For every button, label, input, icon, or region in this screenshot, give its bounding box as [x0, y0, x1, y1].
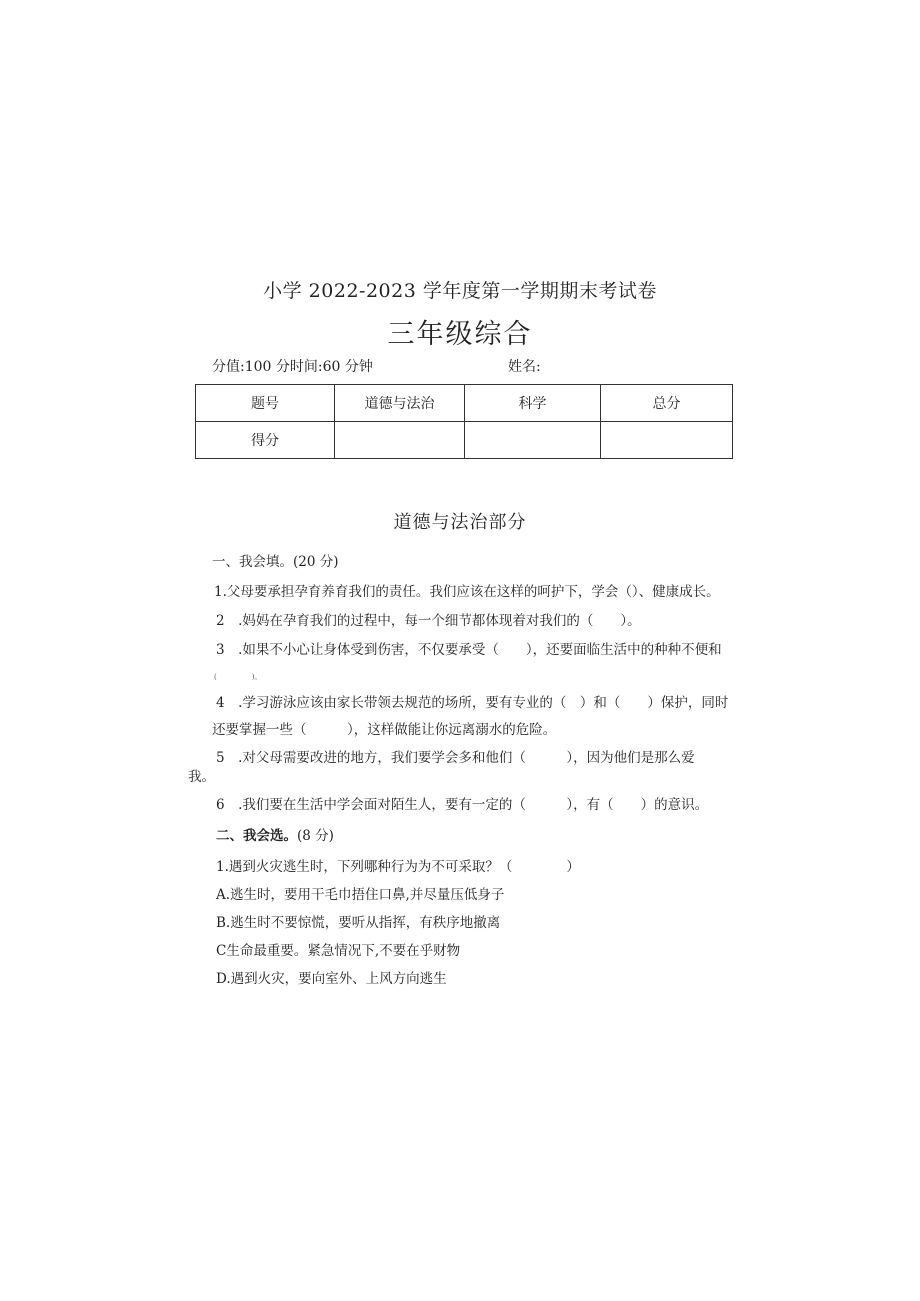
part2-heading-score: (8 分)	[297, 828, 334, 844]
choice-question-1: 1.遇到火灾逃生时，下列哪种行为为不可采取？（ ）	[216, 859, 580, 875]
score-time-info: 分值:100 分时间:60 分钟	[212, 359, 373, 375]
score-table-header-cell: 道德与法治	[335, 385, 465, 422]
option-c: C生命最重要。紧急情况下,不要在乎财物	[216, 943, 461, 959]
score-cell-total[interactable]	[601, 422, 733, 459]
option-b: B.逃生时不要惊慌，要听从指挥，有秩序地撤离	[216, 915, 501, 931]
name-label: 姓名:	[508, 359, 541, 375]
grade-title: 三年级综合	[387, 319, 533, 350]
score-table-row	[196, 422, 733, 459]
score-table-header-row	[196, 385, 733, 422]
score-table	[195, 384, 733, 459]
question-6: 6 .我们要在生活中学会面对陌生人，要有一定的（ ），有（ ）的意识。	[216, 797, 709, 813]
option-a: A.逃生时，要用干毛巾捂住口鼻,并尽量压低身子	[216, 887, 505, 903]
exam-title: 小学 2022-2023 学年度第一学期期末考试卷	[263, 280, 657, 302]
question-3-line1: 3 .如果不小心让身体受到伤害，不仅要承受（ ），还要面临生活中的种种不便和	[216, 642, 722, 658]
part1-heading: 一、我会填。(20 分)	[212, 554, 339, 570]
question-1: 1.父母要承担孕育养育我们的责任。我们应该在这样的呵护下，学会（）、健康成长。	[214, 584, 720, 600]
score-cell-science[interactable]	[465, 422, 601, 459]
question-5-line2: 我。	[188, 769, 215, 785]
question-5-line1: 5 .对父母需要改进的地方，我们要学会多和他们（ ），因为他们是那么爱	[216, 750, 695, 766]
option-d: D.遇到火灾，要向室外、上风方向逃生	[216, 971, 447, 987]
question-4-line1: 4 .学习游泳应该由家长带领去规范的场所，要有专业的（ ）和（ ）保护，同时	[216, 695, 729, 711]
question-2: 2 .妈妈在孕育我们的过程中，每一个细节都体现着对我们的（ ）。	[216, 613, 641, 629]
part2-heading-label: 二、我会选。	[216, 828, 297, 844]
section-title: 道德与法治部分	[393, 512, 527, 533]
question-4-line2: 还要掌握一些（ ），这样做能让你远离溺水的危险。	[212, 722, 557, 738]
score-cell-morality[interactable]	[335, 422, 465, 459]
score-table-header-cell: 题号	[196, 385, 335, 422]
score-row-label: 得分	[196, 422, 335, 459]
part2-heading	[216, 824, 334, 844]
score-table-header-cell: 总分	[601, 385, 733, 422]
question-3-line2: ( )。	[214, 673, 262, 681]
score-table-header-cell: 科学	[465, 385, 601, 422]
